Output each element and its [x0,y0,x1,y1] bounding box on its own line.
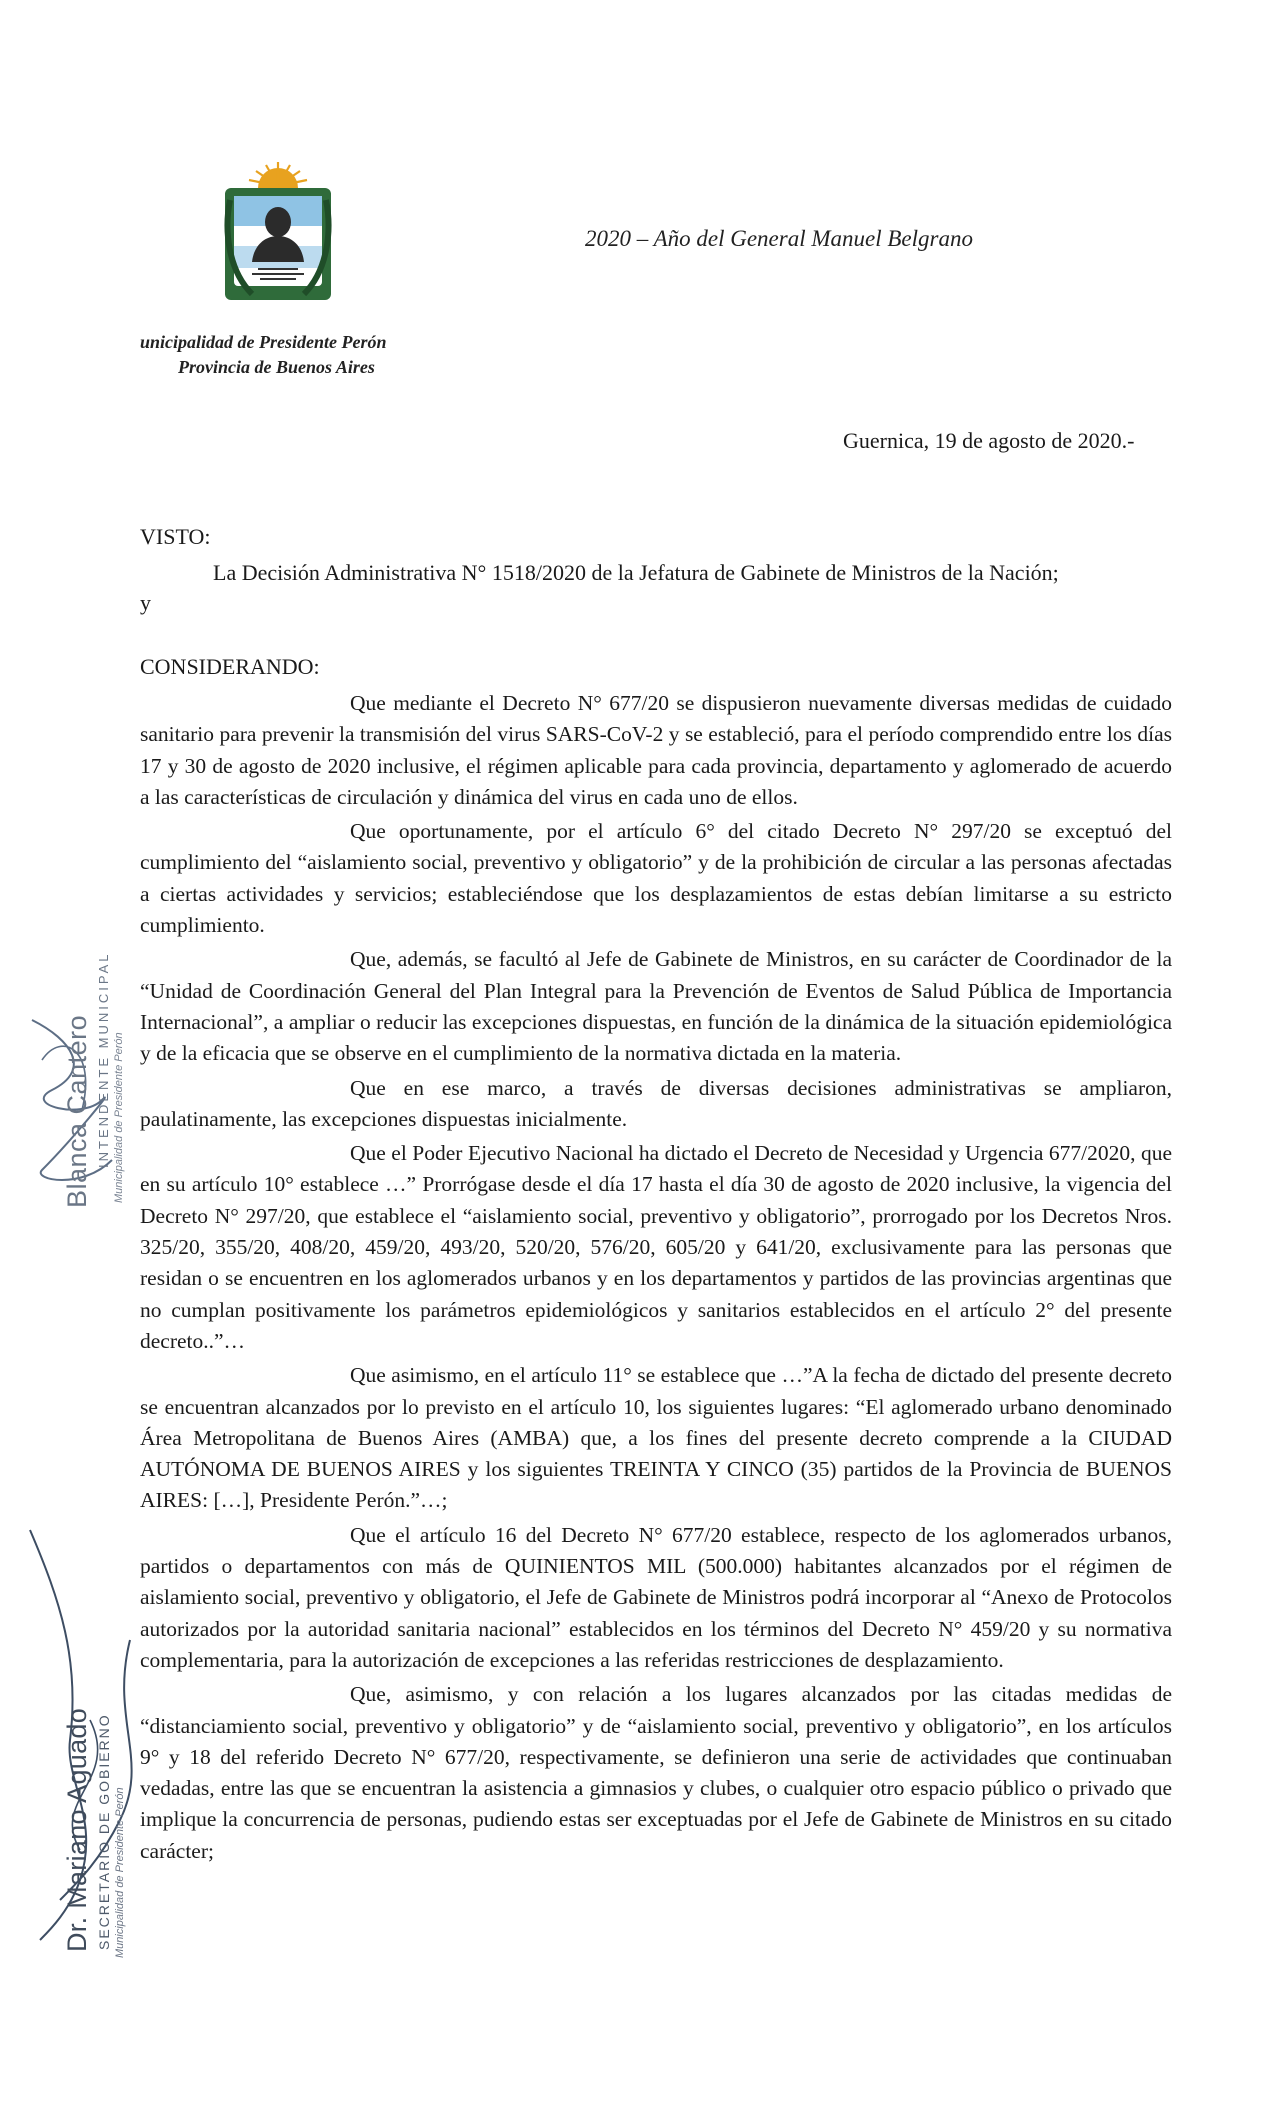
decision-reference: La Decisión Administrativa N° 1518/2020 de la Jefatura de Gabinete de Ministros de la Nación; [213,560,1059,585]
secretary-stamp-role: SECRETARIO DE GOBIERNO [96,1713,112,1950]
paragraph: Que, además, se facultó al Jefe de Gabinete de Ministros, en su carácter de Coordinador de la “Unidad de Coordinación General del Plan Integral para la Prevención de Eventos de Salud Pública de Importancia Internacional”, a ampliar o reducir las excepciones dispuestas, en función de la dinámica de la situación epidemiológica y de la eficacia que se observe en el cumplimiento de la normativa dictada en la materia. [140,947,1172,1066]
municipality-heading [140,330,387,380]
paragraph: Que el Poder Ejecutivo Nacional ha dictado el Decreto de Necesidad y Urgencia 677/2020, que en su artículo 10° establece …” Prorrógase desde el día 17 hasta el día 30 de agosto de 2020 inclusive, la vigencia del Decreto N° 297/20, que establece el “aislamiento social, preventivo y obligatorio”, prorrogado por los Decretos Nros. 325/20, 355/20, 408/20, 459/20, 493/20, 520/20, 576/20, 605/20 y 641/20, exclusivamente para las personas que residan o se encuentren en los aglomerados urbanos y en los departamentos y partidos de las provincias argentinas que no cumplan positivamente los parámetros epidemiológicos y sanitarios establecidos en el artículo 2° del presente decreto..”… [140,1141,1172,1353]
year-motto: 2020 – Año del General Manuel Belgrano [585,226,973,251]
mayor-stamp-municipality: Municipalidad de Presidente Perón [113,1032,125,1203]
paragraph: Que en ese marco, a través de diversas decisiones administrativas se ampliaron, paulatinamente, las excepciones dispuestas inicialmente. [140,1075,1172,1131]
paragraph: Que, asimismo, y con relación a los lugares alcanzados por las citadas medidas de “distanciamiento social, preventivo y obligatorio” y de “aislamiento social, preventivo y obligatorio”, en los artículos 9° y 18 del referido Decreto N° 677/20, respectivamente, se definieron una serie de actividades que continuaban vedadas, entre las que se encuentran la asistencia a gimnasios y clubes, o cualquier otro espacio público o privado que implique la concurrencia de personas, pudiendo estas ser exceptuadas por el Jefe de Gabinete de Ministros en su citado carácter; [140,1682,1172,1863]
sun-icon [249,162,307,188]
considerando-body [140,688,1172,1870]
province-name: Provincia de Buenos Aires [178,357,375,377]
paragraph: Que asimismo, en el artículo 11° se establece que …”A la fecha de dictado del presente decreto se encuentran alcanzados por lo previsto en el artículo 10, los siguientes lugares: “El aglomerado urbano denominado Área Metropolitana de Buenos Aires (AMBA) que, a los fines del presente decreto comprende a la CIUDAD AUTÓNOMA DE BUENOS AIRES y los siguientes TREINTA Y CINCO (35) partidos de la Provincia de BUENOS AIRES: […], Presidente Perón.”…; [140,1363,1172,1513]
visto-label: VISTO: [140,524,211,549]
conjunction-y: y [140,590,151,615]
municipal-coat-of-arms-icon [222,160,334,305]
mayor-stamp-name: Blanca Cantero [62,1014,92,1208]
paragraph: Que mediante el Decreto N° 677/20 se dispusieron nuevamente diversas medidas de cuidado sanitario para prevenir la transmisión del virus SARS-CoV-2 y se estableció, para el período comprendido entre los días 17 y 30 de agosto de 2020 inclusive, el régimen aplicable para cada provincia, departamento y aglomerado de acuerdo a las características de circulación y dinámica del virus en cada uno de ellos. [140,691,1172,809]
mayor-stamp-role: INTENDENTE MUNICIPAL [96,951,111,1168]
secretary-stamp-municipality: Municipalidad de Presidente Perón [114,1787,126,1958]
paragraph: Que el artículo 16 del Decreto N° 677/20 establece, respecto de los aglomerados urbanos, partidos o departamentos con más de QUINIENTOS MIL (500.000) habitantes alcanzados por el régimen de aislamiento social, preventivo y obligatorio, el Jefe de Gabinete de Ministros podrá incorporar al “Anexo de Protocolos autorizados por la autoridad sanitaria nacional” establecidos en los términos del Decreto N° 459/20 y su normativa complementaria, para la autorización de excepciones a las referidas restricciones de desplazamiento. [140,1522,1172,1672]
paragraph: Que oportunamente, por el artículo 6° del citado Decreto N° 297/20 se exceptuó del cumplimiento del “aislamiento social, preventivo y obligatorio” y de la prohibición de circular a las personas afectadas a ciertas actividades y servicios; estableciéndose que los desplazamientos de estas debían limitarse a su estricto cumplimiento. [140,819,1172,938]
municipality-name: unicipalidad de Presidente Perón [140,332,387,352]
date-line: Guernica, 19 de agosto de 2020.- [843,428,1135,453]
considerando-label: CONSIDERANDO: [140,654,320,679]
secretary-stamp-name: Dr. Mariano Aguado [62,1707,92,1952]
